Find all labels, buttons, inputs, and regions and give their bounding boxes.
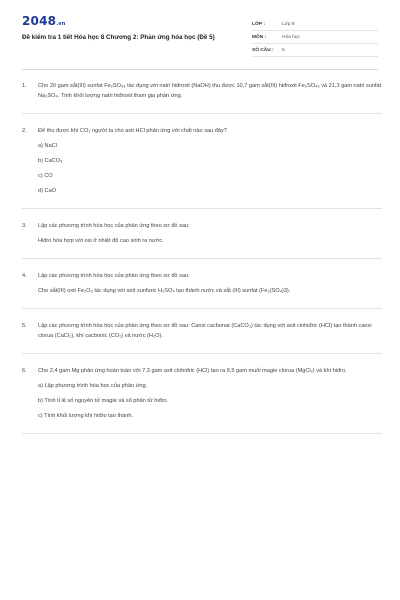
question-text: Lập các phương trình hóa học của phản ứng theo sơ đồ sau: [38, 273, 190, 279]
question-row [22, 321, 382, 341]
meta-value: Lớp 8 [282, 21, 295, 27]
logo-main-text: 2048 [22, 14, 57, 28]
question-text: Để thu được khí CO₂ người ta cho axit HCl phản ứng với chất nào sau đây? [38, 128, 227, 134]
question-item [22, 209, 382, 259]
meta-row-class [252, 18, 378, 31]
page-title: Đề kiểm tra 1 tiết Hóa học 8 Chương 2: Phản ứng hóa học (Đề 5) [22, 34, 215, 41]
meta-row-subject [252, 31, 378, 44]
header-divider [22, 69, 378, 70]
question-text: Cho 2,4 gam Mg phản ứng hoàn toàn với 7,3 gam axit clohiđric (HCl) tạo ra 9,5 gam muối magie clorua (MgCl₂) và khí hiđro. [38, 368, 347, 374]
meta-key: LỚP : [252, 21, 266, 27]
meta-row-question-count [252, 44, 378, 57]
meta-key: SỐ CÂU : [252, 47, 274, 53]
question-number: 2. [22, 128, 27, 134]
exam-meta-panel [252, 18, 378, 57]
question-item [22, 354, 382, 434]
question-number: 4. [22, 273, 27, 279]
question-row [22, 221, 382, 231]
question-row [22, 366, 382, 376]
question-number: 6. [22, 368, 27, 374]
question-row [22, 126, 382, 136]
question-item [22, 114, 382, 209]
question-item [22, 259, 382, 309]
question-option: Cho sắt(III) oxit Fe₂O₃ tác dụng với axit sunfuric H₂SO₄ tạo thành nước và sắt (III) sunfat (Fe₂(SO₄)3). [38, 288, 291, 294]
question-text: Lập các phương trình hóa học của phản ứng theo sơ đồ sau: [38, 223, 190, 229]
question-option: c) Tính khối lượng khí hiđro tạo thành. [38, 413, 133, 419]
question-row [22, 271, 382, 281]
question-number: 5. [22, 323, 27, 329]
question-item [22, 309, 382, 354]
question-option: a) NaCl [38, 143, 57, 149]
question-item [22, 78, 382, 114]
question-text: Lập các phương trình hóa học của phản ứng theo sơ đồ sau: Canxi cacbonat (CaCO₃) tác dụng với axit clohiđric (HCl) tạo thành canxi clorua (CaCl₂), khí cacbonic (CO₂) và nước (H₂O). [38, 323, 372, 339]
logo-domain-text: .vn [56, 21, 66, 27]
question-number: 1. [22, 83, 27, 89]
question-option: c) CO [38, 173, 53, 179]
meta-value: Hóa học [282, 34, 300, 40]
question-option: b) CaCO₃ [38, 158, 63, 164]
question-option: b) Tính tỉ lệ số nguyên tử magie và số phân tử hiđro. [38, 398, 169, 404]
meta-value: 6 [282, 47, 285, 53]
question-number: 3. [22, 223, 27, 229]
meta-key: MÔN : [252, 34, 267, 40]
question-option: Hiđro hóa hợp với oxi ở nhiệt độ cao sinh ra nước. [38, 238, 164, 244]
question-option: d) CaO [38, 188, 57, 194]
question-text: Cho 20 gam sắt(III) sunfat Fe₂SO₄₃ tác dụng với natri hiđroxit (NaOH) thu được 10,7 gam sắt(III) hiđroxit Fe₂SO₄₃ và 21,3 gam natri sunfat Na₂SO₄. Tính khối lượng natri hiđroxit tham gia phản ứng. [38, 83, 382, 99]
site-logo[interactable] [22, 14, 66, 28]
question-row [22, 81, 382, 101]
question-list [22, 78, 382, 434]
question-option: a) Lập phương trình hóa học của phản ứng. [38, 383, 148, 389]
